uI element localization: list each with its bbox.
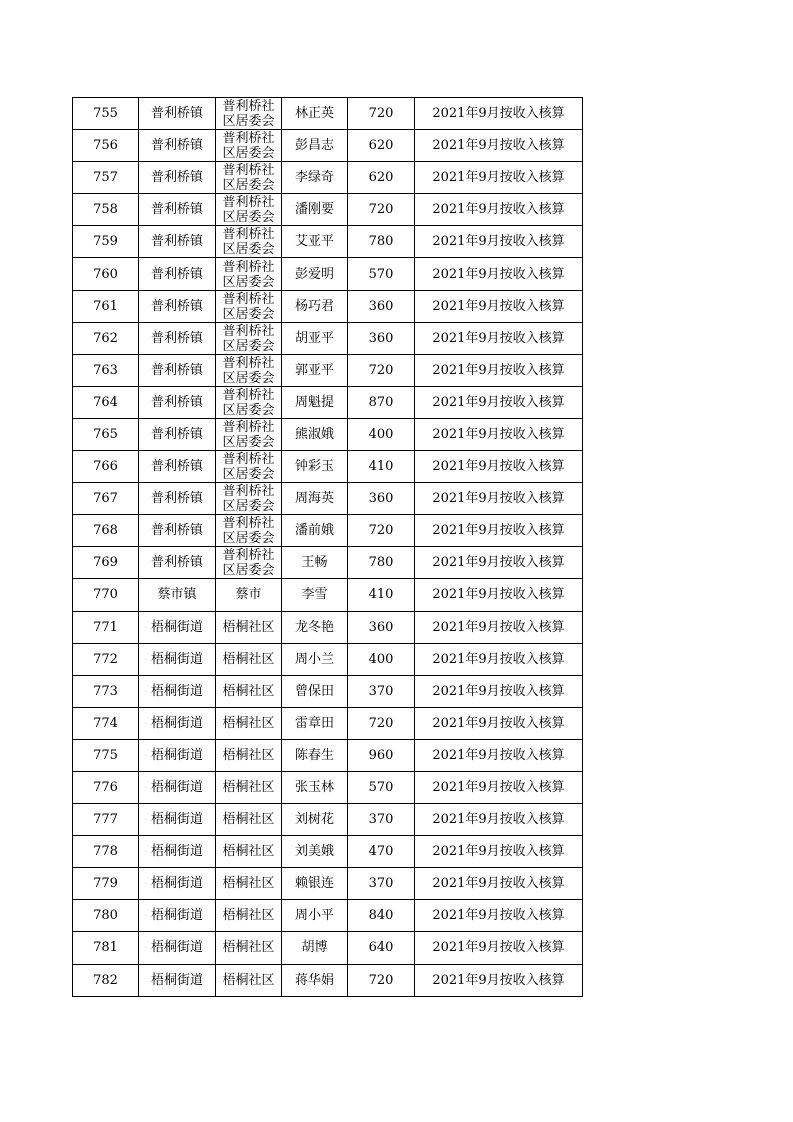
row-number-cell: 781 <box>73 932 139 964</box>
community-label: 普利桥社区居委会 <box>222 323 275 354</box>
amount-cell: 360 <box>348 611 415 643</box>
name-cell: 周小兰 <box>282 643 348 675</box>
name-cell: 潘前娥 <box>282 515 348 547</box>
amount-cell: 360 <box>348 322 415 354</box>
community-cell <box>216 226 282 258</box>
amount-cell: 470 <box>348 836 415 868</box>
note-cell: 2021年9月按收入核算 <box>415 739 583 771</box>
name-cell: 林正英 <box>282 98 348 130</box>
table-row <box>73 386 583 418</box>
table-row <box>73 451 583 483</box>
name-cell: 潘刚要 <box>282 194 348 226</box>
town-cell: 普利桥镇 <box>139 322 216 354</box>
community-cell <box>216 451 282 483</box>
note-cell: 2021年9月按收入核算 <box>415 579 583 611</box>
town-cell: 梧桐街道 <box>139 611 216 643</box>
note-cell: 2021年9月按收入核算 <box>415 386 583 418</box>
community-cell <box>216 162 282 194</box>
note-cell: 2021年9月按收入核算 <box>415 258 583 290</box>
table-row <box>73 868 583 900</box>
note-cell: 2021年9月按收入核算 <box>415 290 583 322</box>
community-cell <box>216 515 282 547</box>
amount-cell: 720 <box>348 354 415 386</box>
table-row <box>73 804 583 836</box>
community-cell: 梧桐社区 <box>216 611 282 643</box>
amount-cell: 960 <box>348 739 415 771</box>
row-number-cell: 761 <box>73 290 139 322</box>
amount-cell: 620 <box>348 162 415 194</box>
amount-cell: 570 <box>348 771 415 803</box>
community-cell <box>216 290 282 322</box>
amount-cell: 370 <box>348 804 415 836</box>
table-row <box>73 547 583 579</box>
row-number-cell: 779 <box>73 868 139 900</box>
note-cell: 2021年9月按收入核算 <box>415 162 583 194</box>
community-cell: 梧桐社区 <box>216 932 282 964</box>
name-cell: 彭爱明 <box>282 258 348 290</box>
community-label: 普利桥社区居委会 <box>222 99 275 130</box>
row-number-cell: 778 <box>73 836 139 868</box>
row-number-cell: 760 <box>73 258 139 290</box>
table-row <box>73 162 583 194</box>
town-cell: 梧桐街道 <box>139 771 216 803</box>
community-cell: 梧桐社区 <box>216 771 282 803</box>
town-cell: 普利桥镇 <box>139 451 216 483</box>
note-cell: 2021年9月按收入核算 <box>415 322 583 354</box>
name-cell: 胡亚平 <box>282 322 348 354</box>
note-cell: 2021年9月按收入核算 <box>415 611 583 643</box>
amount-cell: 410 <box>348 579 415 611</box>
town-cell: 普利桥镇 <box>139 483 216 515</box>
note-cell: 2021年9月按收入核算 <box>415 836 583 868</box>
row-number-cell: 780 <box>73 900 139 932</box>
row-number-cell: 755 <box>73 98 139 130</box>
row-number-cell: 775 <box>73 739 139 771</box>
name-cell: 胡博 <box>282 932 348 964</box>
table-row <box>73 900 583 932</box>
row-number-cell: 777 <box>73 804 139 836</box>
community-cell <box>216 418 282 450</box>
name-cell: 张玉林 <box>282 771 348 803</box>
note-cell: 2021年9月按收入核算 <box>415 354 583 386</box>
amount-cell: 400 <box>348 418 415 450</box>
community-label: 普利桥社区居委会 <box>222 548 275 579</box>
community-cell <box>216 194 282 226</box>
amount-cell: 640 <box>348 932 415 964</box>
row-number-cell: 773 <box>73 675 139 707</box>
amount-cell: 360 <box>348 290 415 322</box>
community-label: 普利桥社区居委会 <box>222 355 275 386</box>
name-cell: 周魁提 <box>282 386 348 418</box>
amount-cell: 720 <box>348 194 415 226</box>
amount-cell: 370 <box>348 868 415 900</box>
table-row <box>73 675 583 707</box>
note-cell: 2021年9月按收入核算 <box>415 483 583 515</box>
community-label: 普利桥社区居委会 <box>222 516 275 547</box>
row-number-cell: 774 <box>73 707 139 739</box>
name-cell: 李雪 <box>282 579 348 611</box>
amount-cell: 720 <box>348 515 415 547</box>
table-row <box>73 643 583 675</box>
community-label: 普利桥社区居委会 <box>222 484 275 515</box>
town-cell: 梧桐街道 <box>139 804 216 836</box>
note-cell: 2021年9月按收入核算 <box>415 226 583 258</box>
community-label: 普利桥社区居委会 <box>222 131 275 162</box>
amount-cell: 370 <box>348 675 415 707</box>
row-number-cell: 763 <box>73 354 139 386</box>
town-cell: 梧桐街道 <box>139 643 216 675</box>
amount-cell: 870 <box>348 386 415 418</box>
table-row <box>73 418 583 450</box>
community-label: 普利桥社区居委会 <box>222 387 275 418</box>
name-cell: 曾保田 <box>282 675 348 707</box>
amount-cell: 400 <box>348 643 415 675</box>
town-cell: 普利桥镇 <box>139 290 216 322</box>
row-number-cell: 776 <box>73 771 139 803</box>
note-cell: 2021年9月按收入核算 <box>415 771 583 803</box>
community-cell: 梧桐社区 <box>216 643 282 675</box>
note-cell: 2021年9月按收入核算 <box>415 804 583 836</box>
community-cell: 梧桐社区 <box>216 964 282 996</box>
name-cell: 李绿奇 <box>282 162 348 194</box>
amount-cell: 780 <box>348 547 415 579</box>
table-row <box>73 707 583 739</box>
community-cell <box>216 322 282 354</box>
name-cell: 周海英 <box>282 483 348 515</box>
community-cell <box>216 258 282 290</box>
note-cell: 2021年9月按收入核算 <box>415 451 583 483</box>
table-row <box>73 483 583 515</box>
note-cell: 2021年9月按收入核算 <box>415 515 583 547</box>
table-row <box>73 354 583 386</box>
community-cell: 梧桐社区 <box>216 707 282 739</box>
community-label: 普利桥社区居委会 <box>222 227 275 258</box>
name-cell: 刘树花 <box>282 804 348 836</box>
community-cell: 梧桐社区 <box>216 868 282 900</box>
town-cell: 梧桐街道 <box>139 932 216 964</box>
town-cell: 梧桐街道 <box>139 868 216 900</box>
name-cell: 艾亚平 <box>282 226 348 258</box>
row-number-cell: 766 <box>73 451 139 483</box>
note-cell: 2021年9月按收入核算 <box>415 547 583 579</box>
amount-cell: 720 <box>348 964 415 996</box>
row-number-cell: 767 <box>73 483 139 515</box>
note-cell: 2021年9月按收入核算 <box>415 675 583 707</box>
amount-cell: 840 <box>348 900 415 932</box>
table-row <box>73 130 583 162</box>
note-cell: 2021年9月按收入核算 <box>415 932 583 964</box>
table-row <box>73 226 583 258</box>
note-cell: 2021年9月按收入核算 <box>415 194 583 226</box>
name-cell: 赖银连 <box>282 868 348 900</box>
row-number-cell: 769 <box>73 547 139 579</box>
row-number-cell: 768 <box>73 515 139 547</box>
town-cell: 普利桥镇 <box>139 547 216 579</box>
row-number-cell: 759 <box>73 226 139 258</box>
note-cell: 2021年9月按收入核算 <box>415 868 583 900</box>
town-cell: 普利桥镇 <box>139 418 216 450</box>
note-cell: 2021年9月按收入核算 <box>415 643 583 675</box>
town-cell: 梧桐街道 <box>139 964 216 996</box>
row-number-cell: 765 <box>73 418 139 450</box>
town-cell: 梧桐街道 <box>139 739 216 771</box>
row-number-cell: 782 <box>73 964 139 996</box>
amount-cell: 720 <box>348 707 415 739</box>
name-cell: 龙冬艳 <box>282 611 348 643</box>
table-row <box>73 290 583 322</box>
community-cell: 梧桐社区 <box>216 739 282 771</box>
name-cell: 郭亚平 <box>282 354 348 386</box>
community-cell <box>216 547 282 579</box>
name-cell: 杨巧君 <box>282 290 348 322</box>
note-cell: 2021年9月按收入核算 <box>415 707 583 739</box>
town-cell: 普利桥镇 <box>139 258 216 290</box>
table-row <box>73 98 583 130</box>
community-cell <box>216 130 282 162</box>
amount-cell: 620 <box>348 130 415 162</box>
table-row <box>73 515 583 547</box>
table-row <box>73 836 583 868</box>
name-cell: 雷章田 <box>282 707 348 739</box>
community-cell <box>216 483 282 515</box>
table-row <box>73 579 583 611</box>
town-cell: 梧桐街道 <box>139 675 216 707</box>
table-row <box>73 964 583 996</box>
name-cell: 蒋华娟 <box>282 964 348 996</box>
name-cell: 陈春生 <box>282 739 348 771</box>
community-cell: 梧桐社区 <box>216 675 282 707</box>
community-label: 普利桥社区居委会 <box>222 419 275 450</box>
row-number-cell: 772 <box>73 643 139 675</box>
town-cell: 普利桥镇 <box>139 386 216 418</box>
community-label: 普利桥社区居委会 <box>222 452 275 483</box>
table-row <box>73 611 583 643</box>
community-cell: 蔡市 <box>216 579 282 611</box>
amount-cell: 360 <box>348 483 415 515</box>
name-cell: 周小平 <box>282 900 348 932</box>
data-table <box>72 97 583 997</box>
note-cell: 2021年9月按收入核算 <box>415 900 583 932</box>
community-cell <box>216 386 282 418</box>
name-cell: 王畅 <box>282 547 348 579</box>
town-cell: 普利桥镇 <box>139 98 216 130</box>
table-row <box>73 194 583 226</box>
town-cell: 普利桥镇 <box>139 354 216 386</box>
town-cell: 普利桥镇 <box>139 162 216 194</box>
note-cell: 2021年9月按收入核算 <box>415 98 583 130</box>
name-cell: 钟彩玉 <box>282 451 348 483</box>
community-cell <box>216 98 282 130</box>
table-row <box>73 932 583 964</box>
community-label: 普利桥社区居委会 <box>222 291 275 322</box>
town-cell: 梧桐街道 <box>139 900 216 932</box>
name-cell: 刘美娥 <box>282 836 348 868</box>
community-cell: 梧桐社区 <box>216 836 282 868</box>
community-label: 普利桥社区居委会 <box>222 195 275 226</box>
community-label: 普利桥社区居委会 <box>222 259 275 290</box>
town-cell: 普利桥镇 <box>139 515 216 547</box>
community-cell: 梧桐社区 <box>216 804 282 836</box>
community-cell <box>216 354 282 386</box>
note-cell: 2021年9月按收入核算 <box>415 130 583 162</box>
town-cell: 普利桥镇 <box>139 226 216 258</box>
amount-cell: 570 <box>348 258 415 290</box>
note-cell: 2021年9月按收入核算 <box>415 964 583 996</box>
amount-cell: 720 <box>348 98 415 130</box>
table-row <box>73 771 583 803</box>
row-number-cell: 770 <box>73 579 139 611</box>
town-cell: 普利桥镇 <box>139 130 216 162</box>
row-number-cell: 771 <box>73 611 139 643</box>
community-cell: 梧桐社区 <box>216 900 282 932</box>
town-cell: 普利桥镇 <box>139 194 216 226</box>
name-cell: 熊淑娥 <box>282 418 348 450</box>
name-cell: 彭昌志 <box>282 130 348 162</box>
row-number-cell: 757 <box>73 162 139 194</box>
amount-cell: 780 <box>348 226 415 258</box>
town-cell: 梧桐街道 <box>139 707 216 739</box>
note-cell: 2021年9月按收入核算 <box>415 418 583 450</box>
table-row <box>73 322 583 354</box>
town-cell: 蔡市镇 <box>139 579 216 611</box>
community-label: 普利桥社区居委会 <box>222 163 275 194</box>
row-number-cell: 762 <box>73 322 139 354</box>
table-row <box>73 258 583 290</box>
amount-cell: 410 <box>348 451 415 483</box>
table-body <box>73 98 583 997</box>
row-number-cell: 758 <box>73 194 139 226</box>
town-cell: 梧桐街道 <box>139 836 216 868</box>
table-row <box>73 739 583 771</box>
row-number-cell: 764 <box>73 386 139 418</box>
row-number-cell: 756 <box>73 130 139 162</box>
